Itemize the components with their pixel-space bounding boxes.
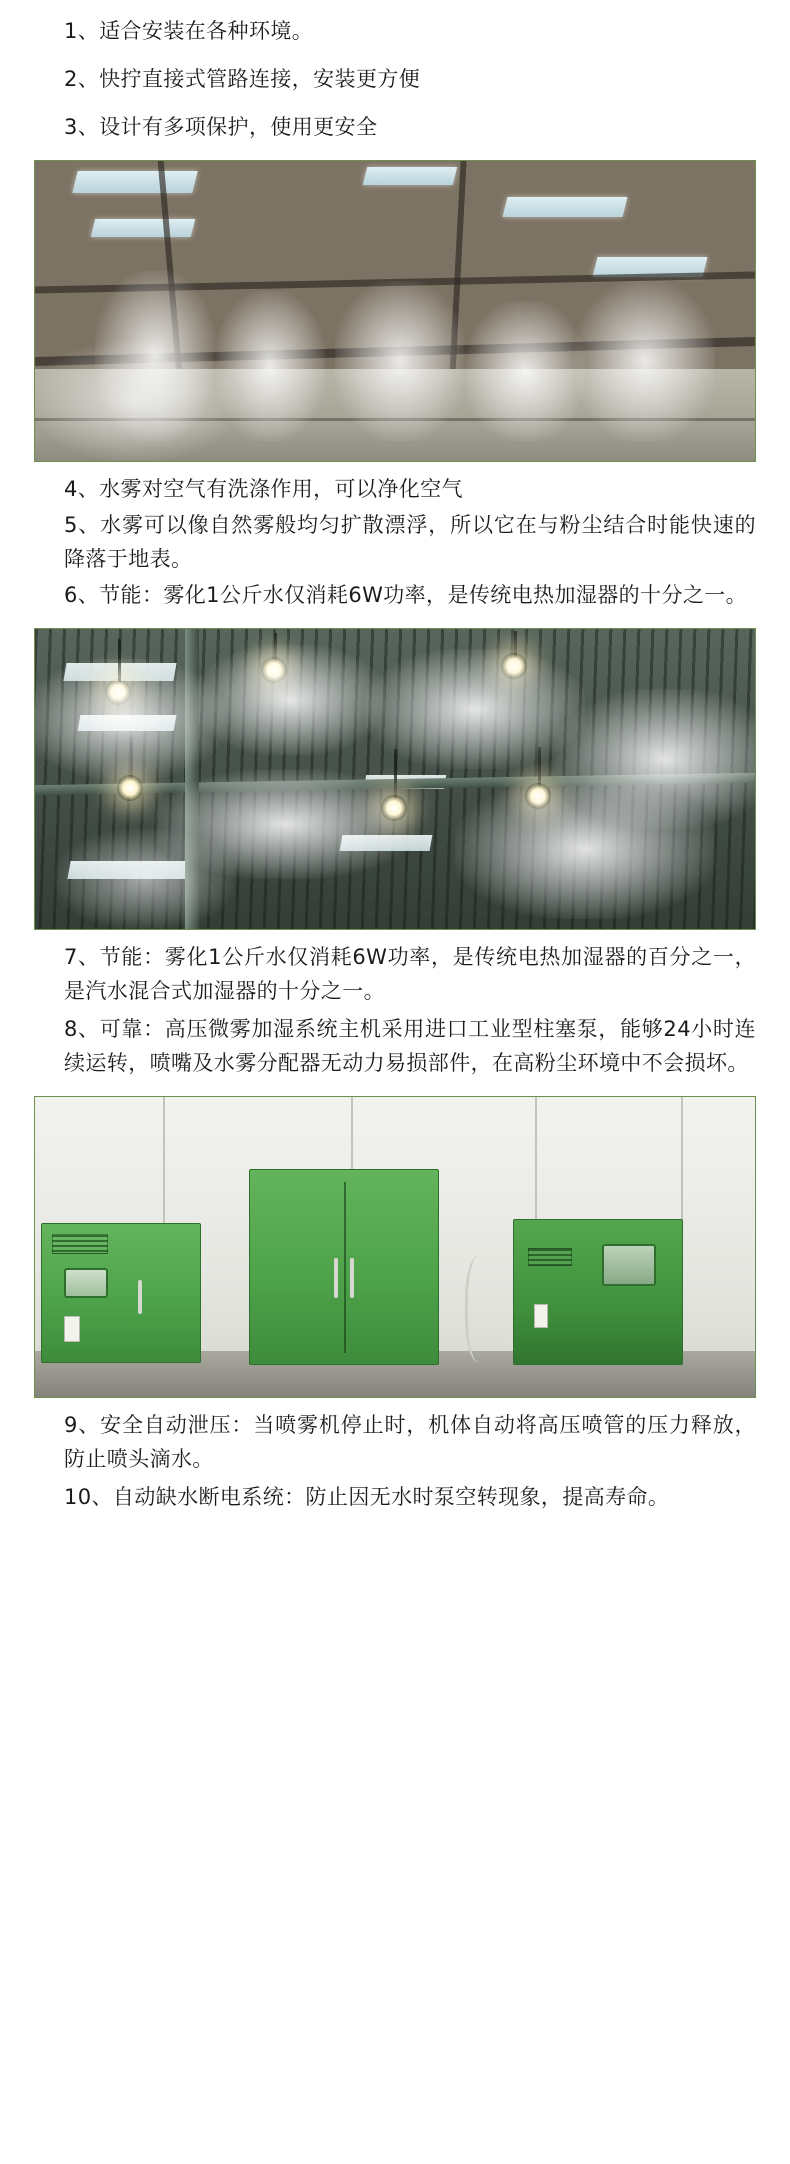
ceiling-lamp [525,783,551,809]
skylight-panel [78,715,177,731]
ceiling-lamp [381,795,407,821]
image-factory-ceiling-mist [34,160,756,462]
lamp-stem [130,737,133,779]
unit-label [534,1304,548,1328]
factory-wall [35,369,755,461]
unit-vent [528,1248,572,1266]
paragraph-item-5: 5、水雾可以像自然雾般均匀扩散漂浮，所以它在与粉尘结合时能快速的降落于地表。 [64,513,756,572]
image-green-humidifier-units [34,1096,756,1398]
paragraph-item-9: 9、安全自动泄压：当喷雾机停止时，机体自动将高压喷管的压力释放，防止喷头滴水。 [64,1413,756,1472]
roof-column [185,629,199,929]
text-block-benefits [34,472,756,612]
skylight-panel [67,861,190,879]
lamp-stem [118,639,121,683]
floor-line [35,418,755,421]
unit-label [64,1316,80,1342]
paragraph-item-10: 10、自动缺水断电系统：防止因无水时泵空转现象，提高寿命。 [64,1485,670,1510]
ceiling-lamp [501,653,527,679]
image-workshop-lamps-mist [34,628,756,930]
paragraph-item-7: 7、节能：雾化1公斤水仅消耗6W功率，是传统电热加湿器的百分之一，是汽水混合式加湿器的十分之一。 [64,945,756,1004]
unit-door-split [344,1182,346,1353]
unit-window [64,1268,108,1298]
unit-handle [334,1258,338,1298]
unit-handle [138,1280,142,1314]
water-hose [465,1255,501,1363]
unit-handle [350,1258,354,1298]
ceiling-lamp [261,657,287,683]
paragraph-item-2: 2、快拧直接式管路连接，安装更方便 [64,67,421,92]
photo-workshop-lamps-mist-canvas [35,629,755,929]
skylight-panel [72,171,197,193]
paragraph-item-1: 1、适合安装在各种环境。 [64,19,314,43]
humidifier-unit-left [41,1223,201,1363]
unit-window [602,1244,656,1286]
paragraph-item-8: 8、可靠：高压微雾加湿系统主机采用进口工业型柱塞泵，能够24小时连续运转，喷嘴及水雾分配器无动力易损部件，在高粉尘环境中不会损坏。 [64,1017,756,1076]
humidifier-unit-center [249,1169,439,1365]
lamp-stem [394,749,397,799]
paragraph-item-6: 6、节能：雾化1公斤水仅消耗6W功率，是传统电热加湿器的十分之一。 [64,583,748,608]
photo-factory-ceiling-mist-canvas [35,161,755,461]
text-block-safety [34,1408,756,1514]
photo-green-humidifier-units-canvas [35,1097,755,1397]
lamp-stem [538,747,541,787]
skylight-panel [503,197,628,217]
paragraph-item-3: 3、设计有多项保护，使用更安全 [64,115,378,140]
humidifier-unit-right [513,1219,683,1365]
ceiling-lamp [105,679,131,705]
unit-vent [52,1234,108,1254]
paragraph-item-4: 4、水雾对空气有洗涤作用，可以净化空气 [64,477,463,502]
skylight-panel [340,835,433,851]
text-block-energy-reliability [34,940,756,1080]
text-block-features [34,14,756,144]
ceiling-lamp [117,775,143,801]
skylight-panel [91,219,195,237]
skylight-panel [363,167,457,185]
